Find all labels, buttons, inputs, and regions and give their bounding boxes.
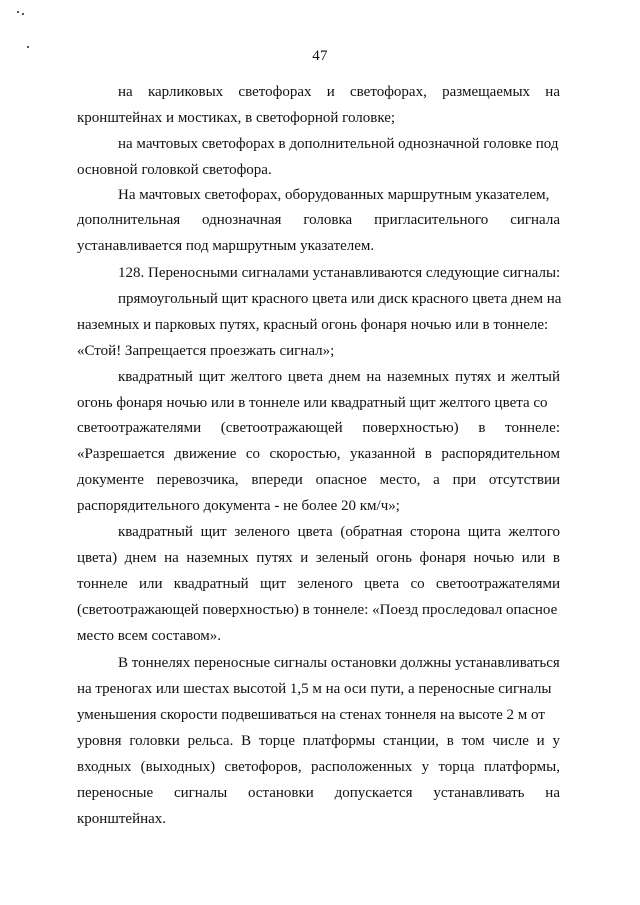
text-line: уровня головки рельса. В торце платформы станции, в том числе и у [77, 733, 560, 749]
text-line: документе перевозчика, впереди опасное место, а при отсутствии [77, 472, 560, 488]
text-line: на мачтовых светофорах в дополнительной однозначной головке под [118, 136, 559, 152]
text-line: на треногах или шестах высотой 1,5 м на оси пути, а переносные сигналы [77, 681, 552, 697]
scan-speck [17, 11, 19, 13]
text-line: квадратный щит зеленого цвета (обратная сторона щита желтого [118, 524, 560, 540]
scan-speck [22, 13, 24, 15]
text-line: На мачтовых светофорах, оборудованных маршрутным указателем, [118, 187, 550, 203]
text-line: прямоугольный щит красного цвета или диск красного цвета днем на [118, 291, 562, 307]
text-line: основной головкой светофора. [77, 162, 272, 178]
text-line: кронштейнах. [77, 811, 167, 827]
text-line: цвета) днем на наземных путях и зеленый огонь фонаря ночью или в [77, 550, 560, 566]
text-line: уменьшения скорости подвешиваться на стенах тоннеля на высоте 2 м от [77, 707, 545, 723]
text-line: входных (выходных) светофоров, расположенных у торца платформы, [77, 759, 560, 775]
text-line: 128. Переносными сигналами устанавливаются следующие сигналы: [118, 265, 561, 281]
text-line: место всем составом». [77, 628, 222, 644]
text-line: устанавливается под маршрутным указателем. [77, 238, 375, 254]
text-line: огонь фонаря ночью или в тоннеле или квадратный щит желтого цвета со [77, 395, 548, 411]
text-line: светоотражателями (светоотражающей поверхностью) в тоннеле: [77, 420, 560, 436]
text-line: переносные сигналы остановки допускается устанавливать на [77, 785, 560, 801]
page-number: 47 [312, 48, 328, 64]
text-line: распорядительного документа - не более 20 км/ч»; [77, 498, 400, 514]
text-line: на карликовых светофорах и светофорах, размещаемых на [118, 84, 560, 100]
text-line: дополнительная однозначная головка пригласительного сигнала [77, 212, 560, 228]
text-line: В тоннелях переносные сигналы остановки должны устанавливаться [118, 655, 560, 671]
text-line: кронштейнах и мостиках, в светофорной головке; [77, 110, 396, 126]
text-line: «Разрешается движение со скоростью, указанной в распорядительном [77, 446, 560, 462]
text-line: (светоотражающей поверхностью) в тоннеле: «Поезд проследовал опасное [77, 602, 558, 618]
text-line: тоннеле или квадратный щит зеленого цвета со светоотражателями [77, 576, 560, 592]
text-line: «Стой! Запрещается проезжать сигнал»; [77, 343, 335, 359]
text-line: квадратный щит желтого цвета днем на наземных путях и желтый [118, 369, 560, 385]
text-line: наземных и парковых путях, красный огонь фонаря ночью или в тоннеле: [77, 317, 549, 333]
